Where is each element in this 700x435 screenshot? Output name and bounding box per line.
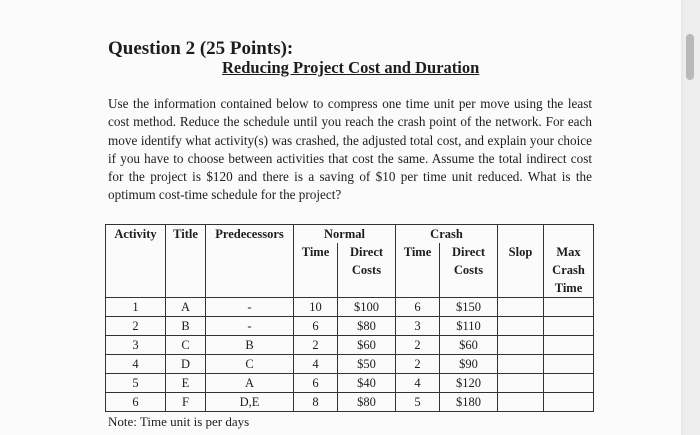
question-subtitle: Reducing Project Cost and Duration <box>222 58 480 77</box>
cell-activity: 4 <box>106 355 166 374</box>
header-normal-time: Time <box>294 243 338 298</box>
cell-activity: 6 <box>106 393 166 412</box>
cell-c-time: 6 <box>396 298 440 317</box>
cell-pred: A <box>206 374 294 393</box>
cell-c-time: 2 <box>396 355 440 374</box>
header-row-top <box>106 225 594 244</box>
header-title: Title <box>166 225 206 244</box>
cell-slop <box>498 298 544 317</box>
cell-c-cost: $110 <box>440 317 498 336</box>
header-crash: Crash <box>396 225 498 244</box>
header-normal-costs: Costs <box>351 263 382 277</box>
cell-n-time: 10 <box>294 298 338 317</box>
cell-pred: C <box>206 355 294 374</box>
table-body <box>106 298 594 412</box>
header-crash-direct-costs <box>440 243 498 298</box>
table-note: Note: Time unit is per days <box>108 414 250 429</box>
cell-pred: D,E <box>206 393 294 412</box>
cell-n-cost: $80 <box>338 393 396 412</box>
scrollbar[interactable] <box>683 0 700 435</box>
header-slop: Slop <box>498 243 544 298</box>
cell-n-cost: $100 <box>338 298 396 317</box>
header-max: Max <box>556 245 581 259</box>
cell-activity: 1 <box>106 298 166 317</box>
table-row <box>106 317 594 336</box>
cell-title: A <box>166 298 206 317</box>
table-row <box>106 374 594 393</box>
cell-title: E <box>166 374 206 393</box>
cell-title: D <box>166 355 206 374</box>
header-normal-direct: Direct <box>349 245 384 259</box>
header-max-crash: Crash <box>552 263 585 277</box>
header-row-bottom <box>106 243 594 298</box>
cell-activity: 5 <box>106 374 166 393</box>
cell-c-cost: $90 <box>440 355 498 374</box>
cell-slop <box>498 336 544 355</box>
cell-pred: - <box>206 298 294 317</box>
cell-n-time: 2 <box>294 336 338 355</box>
cell-n-time: 6 <box>294 317 338 336</box>
header-max-time: Time <box>554 281 583 295</box>
cell-max <box>544 336 594 355</box>
header-activity: Activity <box>106 225 166 244</box>
header-normal: Normal <box>294 225 396 244</box>
cell-c-time: 2 <box>396 336 440 355</box>
cell-max <box>544 298 594 317</box>
cell-slop <box>498 374 544 393</box>
scrollbar-thumb[interactable] <box>686 34 694 80</box>
cell-slop <box>498 317 544 336</box>
cell-c-cost: $60 <box>440 336 498 355</box>
question-body: Use the information contained below to compress one time unit per move using the least cost method. Reduce the schedule until you reach the crash point of the network. For each move identify what activity(s) was crashed, the adjusted total cost, and explain your choice if you have to choose between activities that cost the same. Assume the total indirect cost for the project is $120 and there is a saving of $10 per time unit reduced. What is the optimum cost-time schedule for the project? <box>108 96 592 203</box>
cell-max <box>544 355 594 374</box>
header-crash-costs: Costs <box>453 263 484 277</box>
table-row <box>106 336 594 355</box>
cell-n-cost: $40 <box>338 374 396 393</box>
question-title: Question 2 (25 Points): <box>108 38 294 59</box>
cell-pred: B <box>206 336 294 355</box>
cell-title: B <box>166 317 206 336</box>
cell-c-cost: $120 <box>440 374 498 393</box>
cell-c-time: 5 <box>396 393 440 412</box>
table-row <box>106 355 594 374</box>
cell-c-cost: $180 <box>440 393 498 412</box>
cell-n-time: 8 <box>294 393 338 412</box>
cell-c-time: 3 <box>396 317 440 336</box>
table-row <box>106 298 594 317</box>
cell-n-time: 4 <box>294 355 338 374</box>
table-row <box>106 393 594 412</box>
cell-n-cost: $80 <box>338 317 396 336</box>
cell-title: C <box>166 336 206 355</box>
cell-slop <box>498 355 544 374</box>
cell-activity: 3 <box>106 336 166 355</box>
activity-table <box>105 224 594 412</box>
cell-n-cost: $60 <box>338 336 396 355</box>
cell-c-cost: $150 <box>440 298 498 317</box>
cell-n-time: 6 <box>294 374 338 393</box>
cell-n-cost: $50 <box>338 355 396 374</box>
cell-slop <box>498 393 544 412</box>
cell-title: F <box>166 393 206 412</box>
header-crash-direct: Direct <box>451 245 486 259</box>
cell-max <box>544 374 594 393</box>
header-normal-direct-costs <box>338 243 396 298</box>
cell-max <box>544 317 594 336</box>
cell-max <box>544 393 594 412</box>
cell-pred: - <box>206 317 294 336</box>
header-crash-time: Time <box>396 243 440 298</box>
cell-activity: 2 <box>106 317 166 336</box>
cell-c-time: 4 <box>396 374 440 393</box>
header-predecessors: Predecessors <box>206 225 294 244</box>
header-max-crash-time <box>544 243 594 298</box>
